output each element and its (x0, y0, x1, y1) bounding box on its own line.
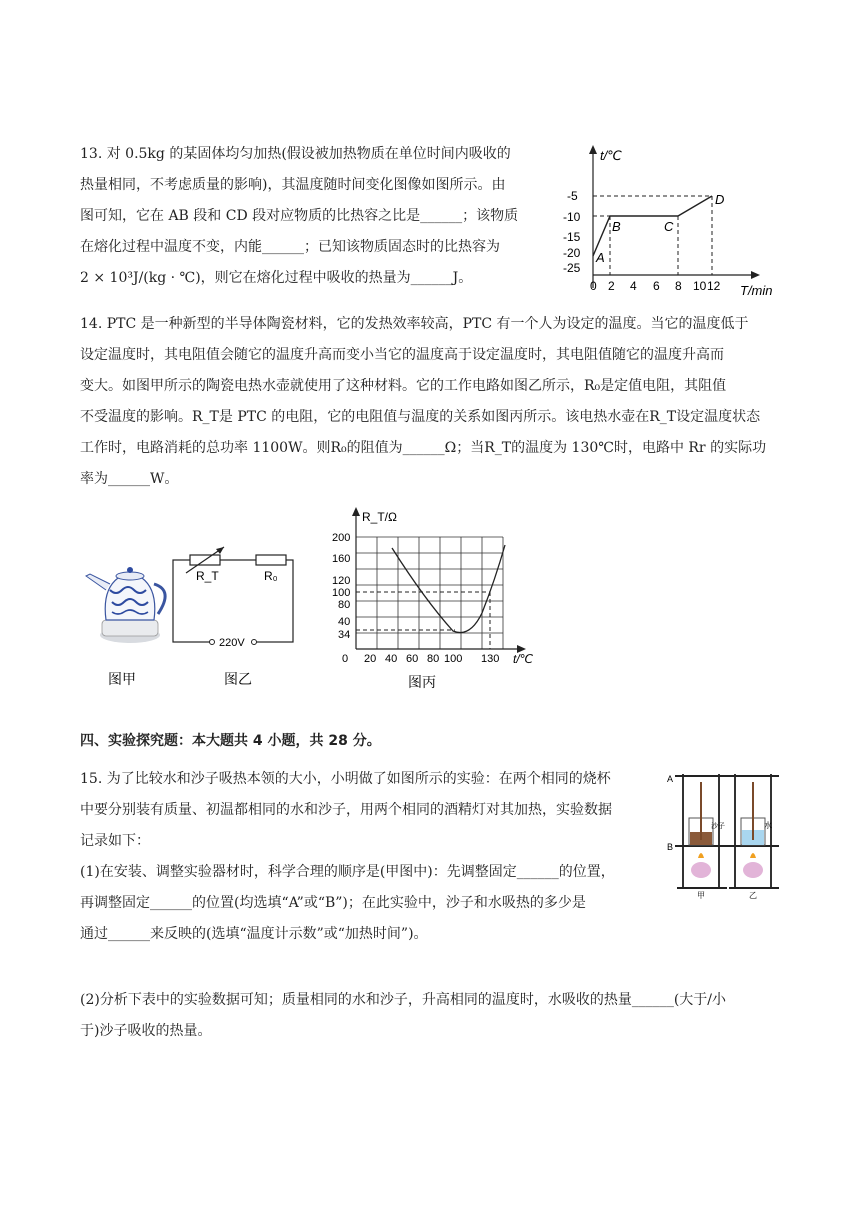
label-yi: 乙 (749, 891, 757, 900)
q14-line: 设定温度时，其电阻值会随它的温度升高而变小当它的温度高于设定温度时，其电阻值随它的温度升高而 (80, 347, 724, 363)
r0-label: R₀ (264, 569, 278, 583)
chart13-ytick: -10 (563, 210, 581, 224)
question-14 (80, 309, 780, 495)
kettle-icon (86, 567, 165, 643)
chart13-point-a: A (596, 250, 605, 265)
q15-line: 通过______来反映的(选填“温度计示数”或“加热时间”)。 (80, 926, 428, 942)
chart13-xtick: 10 (693, 279, 707, 293)
caption-bing: 图丙 (408, 674, 436, 690)
voltage-label: 220V (219, 637, 245, 649)
label-sand: 沙子 (711, 823, 725, 830)
stand-jia (667, 774, 727, 900)
caption-yi: 图乙 (224, 671, 252, 687)
chart13-ylabel: t/℃ (600, 148, 622, 163)
chart13-xtick: 8 (675, 279, 682, 293)
resistance-temperature-chart (330, 505, 550, 695)
chart14-xtick: 40 (385, 653, 398, 665)
chart14-ytick: 120 (332, 575, 351, 587)
chart14-ylabel: R_T/Ω (362, 510, 397, 524)
q15-line: 15. 为了比较水和沙子吸热本领的大小，小明做了如图所示的实验：在两个相同的烧杯 (80, 771, 611, 787)
q15-line: (2)分析下表中的实验数据可知；质量相同的水和沙子，升高相同的温度时，水吸收的热量______(大于/小 (80, 992, 727, 1008)
chart13-point-b: B (612, 219, 621, 234)
label-jia: 甲 (697, 891, 705, 900)
chart13-xtick: 2 (608, 279, 615, 293)
chart14-xtick: 100 (444, 653, 463, 665)
chart14-ytick: 34 (338, 629, 351, 641)
section-heading: 四、实验探究题：本大题共 4 小题，共 28 分。 (80, 733, 381, 749)
chart14-xtick: 0 (342, 653, 349, 665)
temperature-time-chart (560, 140, 790, 300)
q13-line: 热量相同，不考虑质量的影响)，其温度随时间变化图像如图所示。由 (80, 177, 506, 193)
chart14-ytick: 200 (332, 532, 351, 544)
chart13-point-c: C (664, 219, 674, 234)
label-a: A (667, 774, 674, 784)
q14-line: 率为______W。 (80, 471, 179, 487)
kettle-figure (78, 550, 178, 690)
chart14-xtick: 130 (481, 653, 500, 665)
q13-line: 在熔化过程中温度不变，内能______；已知该物质固态时的比热容为 (80, 239, 500, 255)
chart13-ytick: -5 (567, 189, 578, 203)
q13-line: 2 × 10³J/(kg · ℃)，则它在熔化过程中吸收的热量为______J。 (80, 270, 473, 286)
chart13-ytick: -25 (563, 261, 581, 275)
chart14-ytick: 100 (332, 587, 351, 599)
chart14-xlabel: t/℃ (513, 652, 534, 666)
chart13-xtick: 0 (590, 279, 597, 293)
q15-line: 记录如下： (80, 833, 150, 849)
caption-jia: 图甲 (108, 671, 136, 687)
chart14-xtick: 60 (406, 653, 419, 665)
q13-line: 图可知，它在 AB 段和 CD 段对应物质的比热容之比是______；该物质 (80, 208, 519, 224)
circuit-figure (168, 545, 318, 690)
stand-yi (727, 774, 779, 900)
q15-line: (1)在安装、调整实验器材时，科学合理的顺序是(甲图中)：先调整固定______的位置， (80, 864, 615, 880)
chart14-ytick: 40 (338, 616, 351, 628)
q13-line: 13. 对 0.5kg 的某固体均匀加热(假设被加热物质在单位时间内吸收的 (80, 146, 511, 162)
q14-line: 工作时，电路消耗的总功率 1100W。则R₀的阻值为______Ω；当R_T的温度为 130℃时，电路中 Rr 的实际功 (80, 440, 767, 456)
q15-line: 再调整固定______的位置(均选填“A”或“B”)；在此实验中，沙子和水吸热的多少是 (80, 895, 586, 911)
q15-line: 中要分别装有质量、初温都相同的水和沙子，用两个相同的酒精灯对其加热，实验数据 (80, 802, 612, 818)
chart13-xtick: 4 (630, 279, 637, 293)
chart14-xtick: 20 (364, 653, 377, 665)
chart13-ytick: -15 (563, 230, 581, 244)
q15-line: 于)沙子吸收的热量。 (80, 1023, 212, 1039)
r0-resistor (256, 555, 286, 565)
chart13-xtick: 12 (707, 279, 721, 293)
q14-line: 变大。如图甲所示的陶瓷电热水壶就使用了这种材料。它的工作电路如图乙所示，R₀是定值电阻，其阻值 (80, 378, 727, 394)
chart14-ytick: 160 (332, 553, 351, 565)
q14-line: 14. PTC 是一种新型的半导体陶瓷材料，它的发热效率较高，PTC 有一个人为设定的温度。当它的温度低于 (80, 316, 749, 332)
chart14-xtick: 80 (427, 653, 440, 665)
chart14-ytick: 80 (338, 599, 351, 611)
question-13 (80, 139, 550, 294)
chart13-xtick: 6 (653, 279, 660, 293)
label-b: B (667, 842, 674, 852)
chart13-xlabel: T/min (740, 283, 773, 298)
rt-label: R_T (196, 569, 219, 583)
q14-line: 不受温度的影响。R_T是 PTC 的电阻，它的电阻值与温度的关系如图丙所示。该电热水壶在R_T设定温度状态 (80, 409, 761, 425)
chart13-point-d: D (715, 192, 725, 207)
label-water: 水 (764, 821, 772, 830)
question-15 (80, 764, 660, 950)
question-15-part2 (80, 985, 790, 1047)
chart13-series-line (593, 196, 712, 256)
chart13-ytick: -20 (563, 246, 581, 260)
chart14-series-curve (392, 545, 505, 633)
experiment-setup-figure (665, 768, 790, 900)
